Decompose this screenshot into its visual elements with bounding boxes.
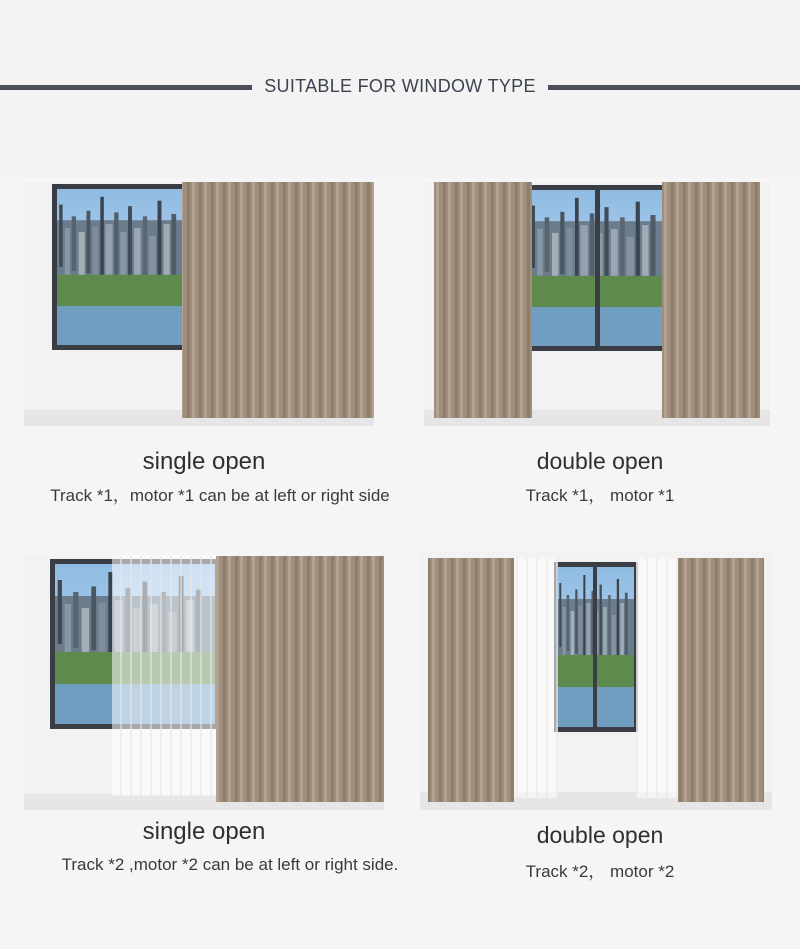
option-title-double-open-1: double open	[536, 448, 664, 474]
option-title-single-open-1: single open	[142, 448, 266, 475]
option-title-single-open-2: single open	[142, 818, 266, 845]
option-subtitle-single-open-2: Track *2 ,motor *2 can be at left or right side.	[61, 855, 399, 874]
option-subtitle-single-open-1: Track *1，motor *1 can be at left or right side	[50, 486, 390, 505]
double-open-track1-image	[424, 182, 770, 426]
option-title-double-open-2: double open	[536, 822, 664, 848]
option-subtitle-double-open-2: Track *2， motor *2	[525, 862, 675, 881]
section-title: SUITABLE FOR WINDOW TYPE	[0, 76, 800, 97]
option-subtitle-double-open-1: Track *1， motor *1	[525, 486, 675, 505]
double-open-track2-image	[420, 552, 772, 810]
single-open-track2-image	[24, 556, 384, 810]
single-open-track1-image	[24, 182, 374, 426]
